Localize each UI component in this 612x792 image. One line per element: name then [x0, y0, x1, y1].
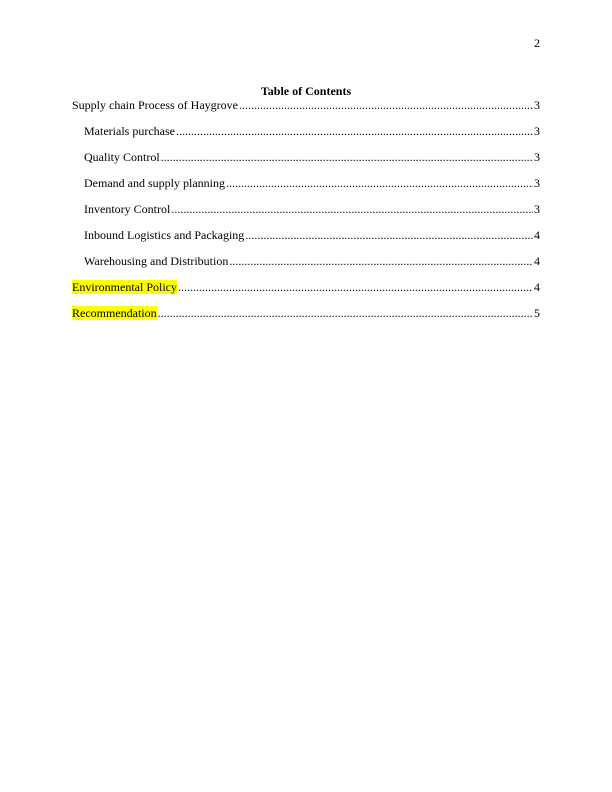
toc-entry-label[interactable]: Warehousing and Distribution: [84, 254, 229, 268]
dot-leader: [245, 228, 533, 242]
toc-entry-page: 3: [534, 202, 540, 216]
toc-entry-page: 4: [534, 228, 540, 242]
toc-entry-label[interactable]: Inventory Control: [84, 202, 171, 216]
toc-entry-quality-control[interactable]: [72, 150, 540, 164]
dot-leader: [161, 150, 533, 164]
dot-leader: [178, 280, 533, 294]
toc-entry-environmental-policy[interactable]: [72, 280, 540, 294]
toc-entry-label[interactable]: Demand and supply planning: [84, 176, 225, 190]
toc-entry-page: 3: [534, 98, 540, 112]
toc-entry-inbound-logistics[interactable]: [72, 228, 540, 242]
toc-entry-label[interactable]: Supply chain Process of Haygrove: [72, 98, 238, 112]
toc-entry-label[interactable]: Environmental Policy: [72, 280, 177, 294]
toc-title: Table of Contents: [260, 84, 352, 98]
dot-leader: [226, 176, 533, 190]
toc-entry-recommendation[interactable]: [72, 306, 540, 320]
toc-entry-supply-chain-process[interactable]: [72, 98, 540, 112]
dot-leader: [158, 306, 533, 320]
toc-entry-page: 4: [534, 280, 540, 294]
toc-entry-page: 3: [534, 124, 540, 138]
toc-entry-label[interactable]: Quality Control: [84, 150, 160, 164]
toc-entry-page: 5: [534, 306, 540, 320]
toc-entry-materials-purchase[interactable]: [72, 124, 540, 138]
page-number: 2: [534, 36, 540, 50]
dot-leader: [239, 98, 533, 112]
toc-entry-demand-supply-planning[interactable]: [72, 176, 540, 190]
toc-entry-warehousing-distribution[interactable]: [72, 254, 540, 268]
toc-entry-page: 3: [534, 176, 540, 190]
toc-entry-page: 4: [534, 254, 540, 268]
toc-entry-inventory-control[interactable]: [72, 202, 540, 216]
toc-entry-label[interactable]: Recommendation: [72, 306, 157, 320]
dot-leader: [176, 124, 533, 138]
toc-entry-label[interactable]: Inbound Logistics and Packaging: [84, 228, 245, 242]
dot-leader: [171, 202, 533, 216]
dot-leader: [229, 254, 533, 268]
toc-entry-label[interactable]: Materials purchase: [84, 124, 175, 138]
table-of-contents: [72, 98, 540, 332]
toc-entry-page: 3: [534, 150, 540, 164]
